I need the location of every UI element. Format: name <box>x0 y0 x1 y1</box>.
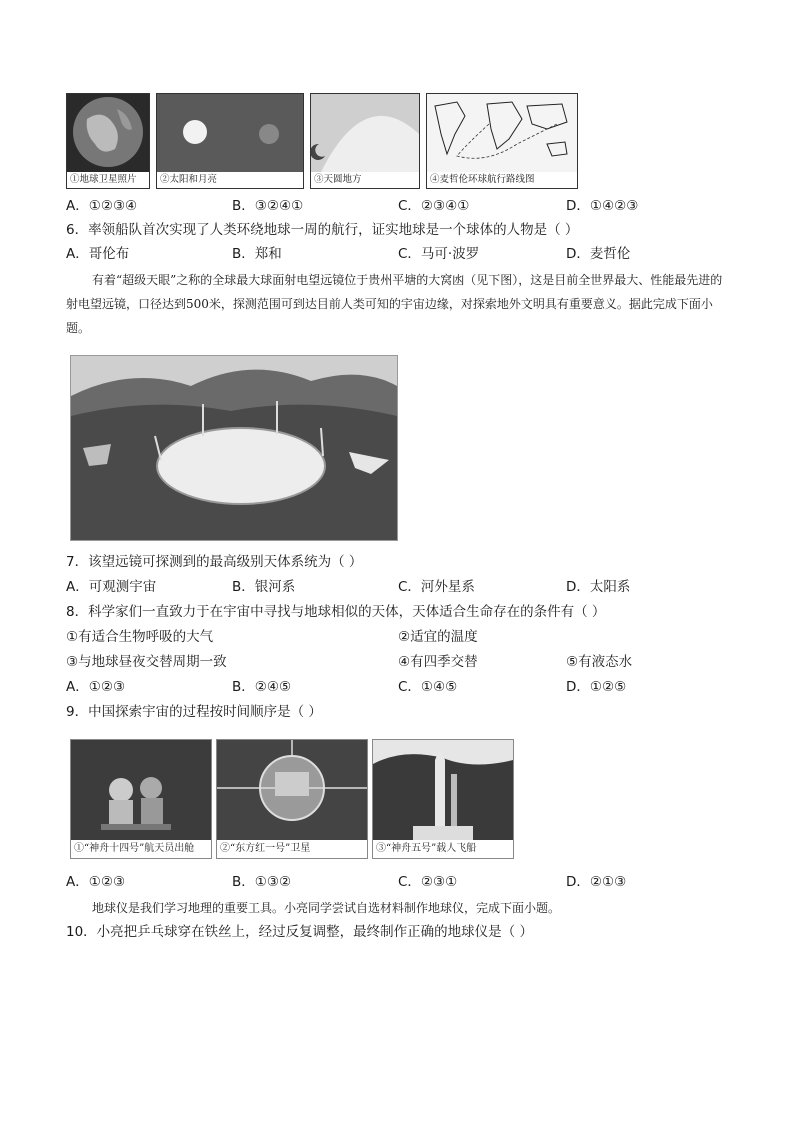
q9-option-a[interactable]: A．①②③ <box>66 874 126 890</box>
telescope-dish-icon <box>71 356 397 540</box>
caption: ④麦哲伦环球航行路线图 <box>427 172 577 188</box>
q7-option-c[interactable]: C．河外星系 <box>398 579 475 595</box>
caption: ②太阳和月亮 <box>157 172 303 188</box>
caption: ③“神舟五号”载人飞船 <box>373 840 513 858</box>
q5-option-c[interactable]: C．②③④① <box>398 198 470 214</box>
q8-condition-2: ②适宜的温度 <box>398 629 478 645</box>
caption: ③天圆地方 <box>311 172 419 188</box>
fast-telescope-passage: 有着“超级天眼”之称的全球最大球面射电望远镜位于贵州平塘的大窝凼（见下图），这是目前全世界最大、性能最先进的射电望远镜，口径达到500米，探测范围可到达目前人类可知的宇宙边缘，对探索地外文明具有重要意义。据此完成下面小题。 <box>66 273 723 335</box>
magellan-route-map <box>426 93 578 189</box>
q5-option-a[interactable]: A．①②③④ <box>66 198 138 214</box>
q8-condition-3: ③与地球昼夜交替周期一致 <box>66 654 227 670</box>
caption: ①“神舟十四号”航天员出舱 <box>71 840 211 858</box>
shenzhou5-spacecraft-photo <box>372 739 514 859</box>
earth-globe-icon <box>67 94 149 172</box>
caption: ②“东方红一号”卫星 <box>217 840 367 858</box>
q6-option-c[interactable]: C．马可·波罗 <box>398 246 480 262</box>
q6-option-b[interactable]: B．郑和 <box>232 246 282 262</box>
q8-option-d[interactable]: D．①②⑤ <box>566 679 627 695</box>
q5-option-b[interactable]: B．③②④① <box>232 198 304 214</box>
q7-option-b[interactable]: B．银河系 <box>232 579 296 595</box>
dongfanghong1-satellite-photo <box>216 739 368 859</box>
q7-option-d[interactable]: D．太阳系 <box>566 579 631 595</box>
sky-dome-icon <box>311 94 419 172</box>
q6-option-a[interactable]: A．哥伦布 <box>66 246 130 262</box>
q9-option-d[interactable]: D．②①③ <box>566 874 627 890</box>
sun-moon-icon <box>157 94 303 172</box>
sun-and-moon-photo <box>156 93 304 189</box>
astronaut-icon <box>71 740 211 840</box>
q8-condition-1: ①有适合生物呼吸的大气 <box>66 629 214 645</box>
q8-option-a[interactable]: A．①②③ <box>66 679 126 695</box>
q7-option-a[interactable]: A．可观测宇宙 <box>66 579 157 595</box>
round-sky-square-earth-photo <box>310 93 420 189</box>
q8-condition-5: ⑤有液态水 <box>566 654 633 670</box>
globe-passage: 地球仪是我们学习地理的重要工具。小亮同学尝试自选材料制作地球仪，完成下面小题。 <box>92 901 561 915</box>
q5-option-d[interactable]: D．①④②③ <box>566 198 639 214</box>
q5-image-strip <box>66 93 578 189</box>
q8-option-b[interactable]: B．②④⑤ <box>232 679 292 695</box>
q6-stem: 6．率领船队首次实现了人类环绕地球一周的航行，证实地球是一个球体的人物是（ ） <box>66 222 579 238</box>
earth-satellite-photo <box>66 93 150 189</box>
q10-stem: 10．小亮把乒乓球穿在铁丝上，经过反复调整，最终制作正确的地球仪是（ ） <box>66 924 533 940</box>
q9-stem: 9．中国探索宇宙的过程按时间顺序是（ ） <box>66 704 322 720</box>
q9-image-strip <box>70 739 514 859</box>
q9-option-c[interactable]: C．②③① <box>398 874 458 890</box>
world-map-icon <box>427 94 577 172</box>
caption: ①地球卫星照片 <box>67 172 149 188</box>
q8-option-c[interactable]: C．①④⑤ <box>398 679 458 695</box>
q9-option-b[interactable]: B．①③② <box>232 874 292 890</box>
satellite-icon <box>217 740 367 840</box>
q6-option-d[interactable]: D．麦哲伦 <box>566 246 631 262</box>
shenzhou14-spacewalk-photo <box>70 739 212 859</box>
q8-condition-4: ④有四季交替 <box>398 654 478 670</box>
rocket-icon <box>373 740 513 840</box>
fast-telescope-photo <box>70 355 398 541</box>
q7-stem: 7．该望远镜可探测到的最高级别天体系统为（ ） <box>66 554 363 570</box>
q8-stem: 8．科学家们一直致力于在宇宙中寻找与地球相似的天体，天体适合生命存在的条件有（ ） <box>66 604 606 620</box>
